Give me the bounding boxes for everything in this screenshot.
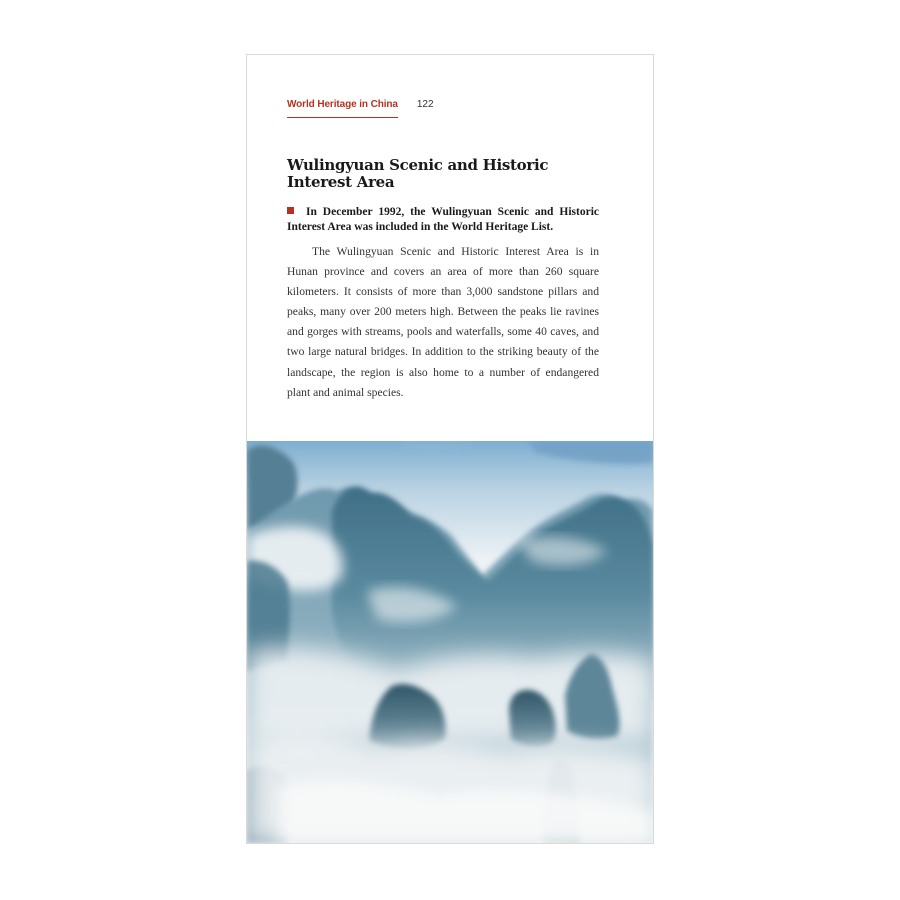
page-number: 122 bbox=[416, 99, 434, 110]
running-title: World Heritage in China bbox=[287, 99, 398, 118]
landscape-photo bbox=[247, 441, 653, 843]
inscription-note-text: In December 1992, the Wulingyuan Scenic and Historic Interest Area was included in the World Heritage List. bbox=[287, 206, 599, 233]
running-head bbox=[287, 99, 434, 118]
square-bullet-icon bbox=[287, 207, 294, 214]
body-paragraph: The Wulingyuan Scenic and Historic Interest Area is in Hunan province and covers an area of more than 260 square kilometers. It consists of more than 3,000 sandstone pillars and peaks, many over 200 meters high. Between the peaks lie ravines and gorges with streams, pools and waterfalls, some 40 caves, and two large natural bridges. In addition to the striking beauty of the landscape, the region is also home to a number of endangered plant and animal species. bbox=[287, 245, 599, 399]
inscription-note bbox=[287, 205, 599, 235]
article-title: Wulingyuan Scenic and Historic Interest Area bbox=[287, 156, 549, 191]
book-page bbox=[246, 54, 654, 844]
